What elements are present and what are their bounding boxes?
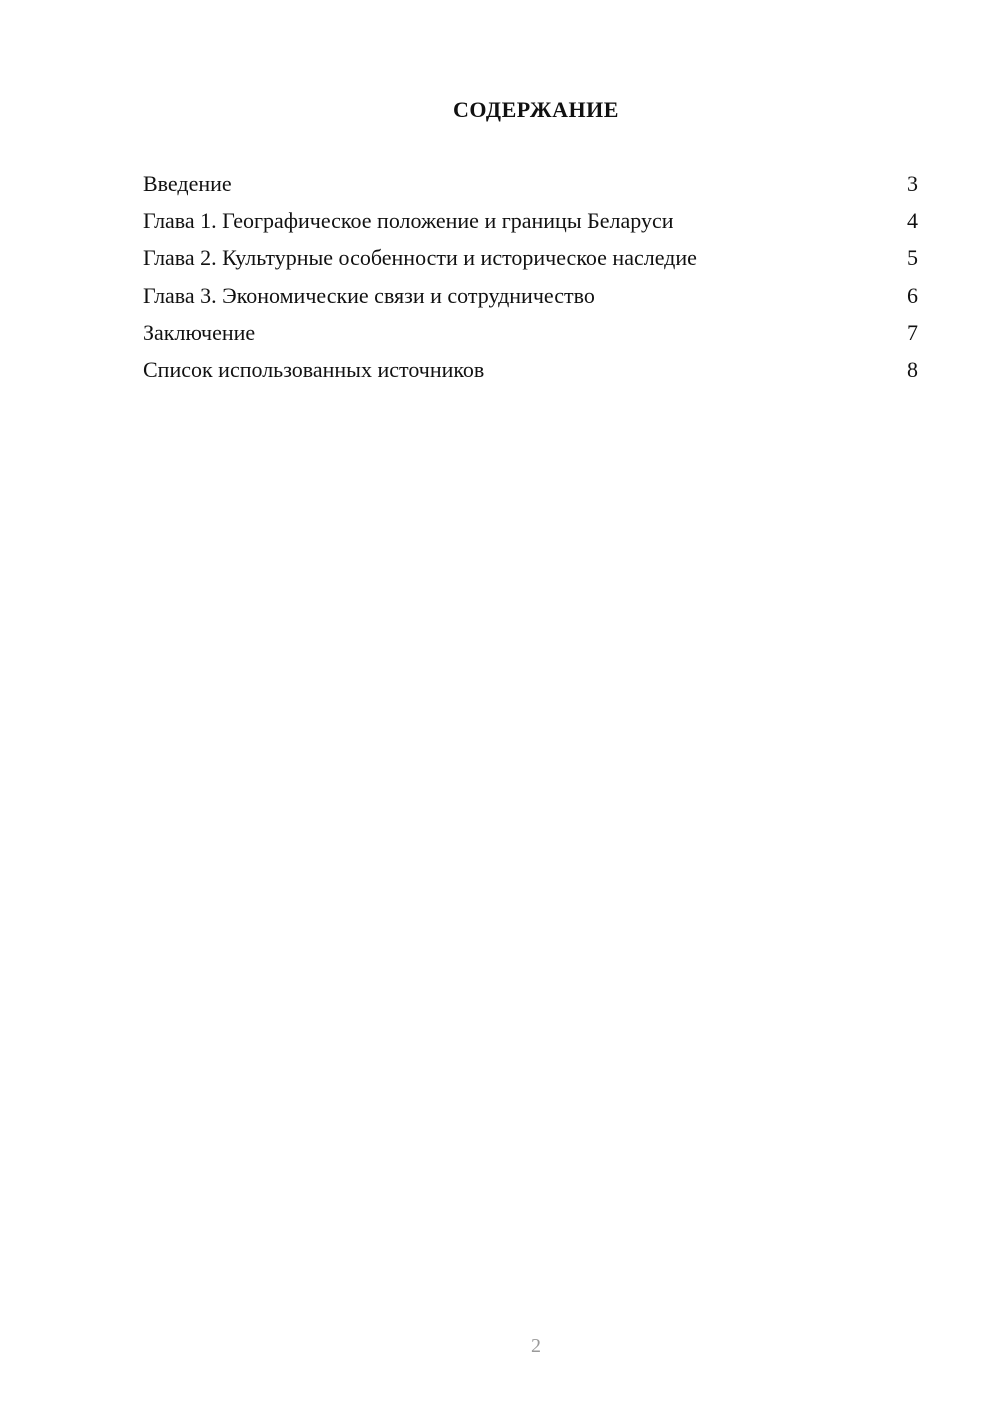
table-of-contents [143, 169, 920, 392]
toc-entry-chapter-1 [143, 206, 920, 243]
toc-entry-page: 3 [907, 171, 918, 196]
toc-entry-conclusion [143, 318, 920, 355]
toc-entry-page: 5 [907, 245, 918, 271]
toc-entry-page: 6 [907, 282, 918, 308]
toc-entry-page: 4 [907, 208, 918, 234]
toc-entry-title: Заключение [143, 319, 256, 345]
toc-entry-title: Введение [143, 171, 232, 196]
toc-entry-page: 8 [907, 356, 918, 382]
toc-entry-title: Глава 3. Экономические связи и сотрудничество [143, 282, 595, 308]
toc-entry-references [143, 355, 920, 392]
toc-entry-introduction [143, 169, 920, 206]
toc-entry-chapter-3 [143, 281, 920, 318]
toc-entry-title: Глава 1. Географическое положение и границы Беларуси [143, 208, 674, 234]
page-number: 2 [531, 1335, 541, 1357]
toc-entry-title: Глава 2. Культурные особенности и историческое наследие [143, 245, 697, 271]
toc-entry-chapter-2 [143, 243, 920, 280]
toc-heading: СОДЕРЖАНИЕ [453, 97, 619, 122]
toc-entry-title: Список использованных источников [143, 356, 485, 382]
toc-entry-page: 7 [907, 319, 918, 345]
